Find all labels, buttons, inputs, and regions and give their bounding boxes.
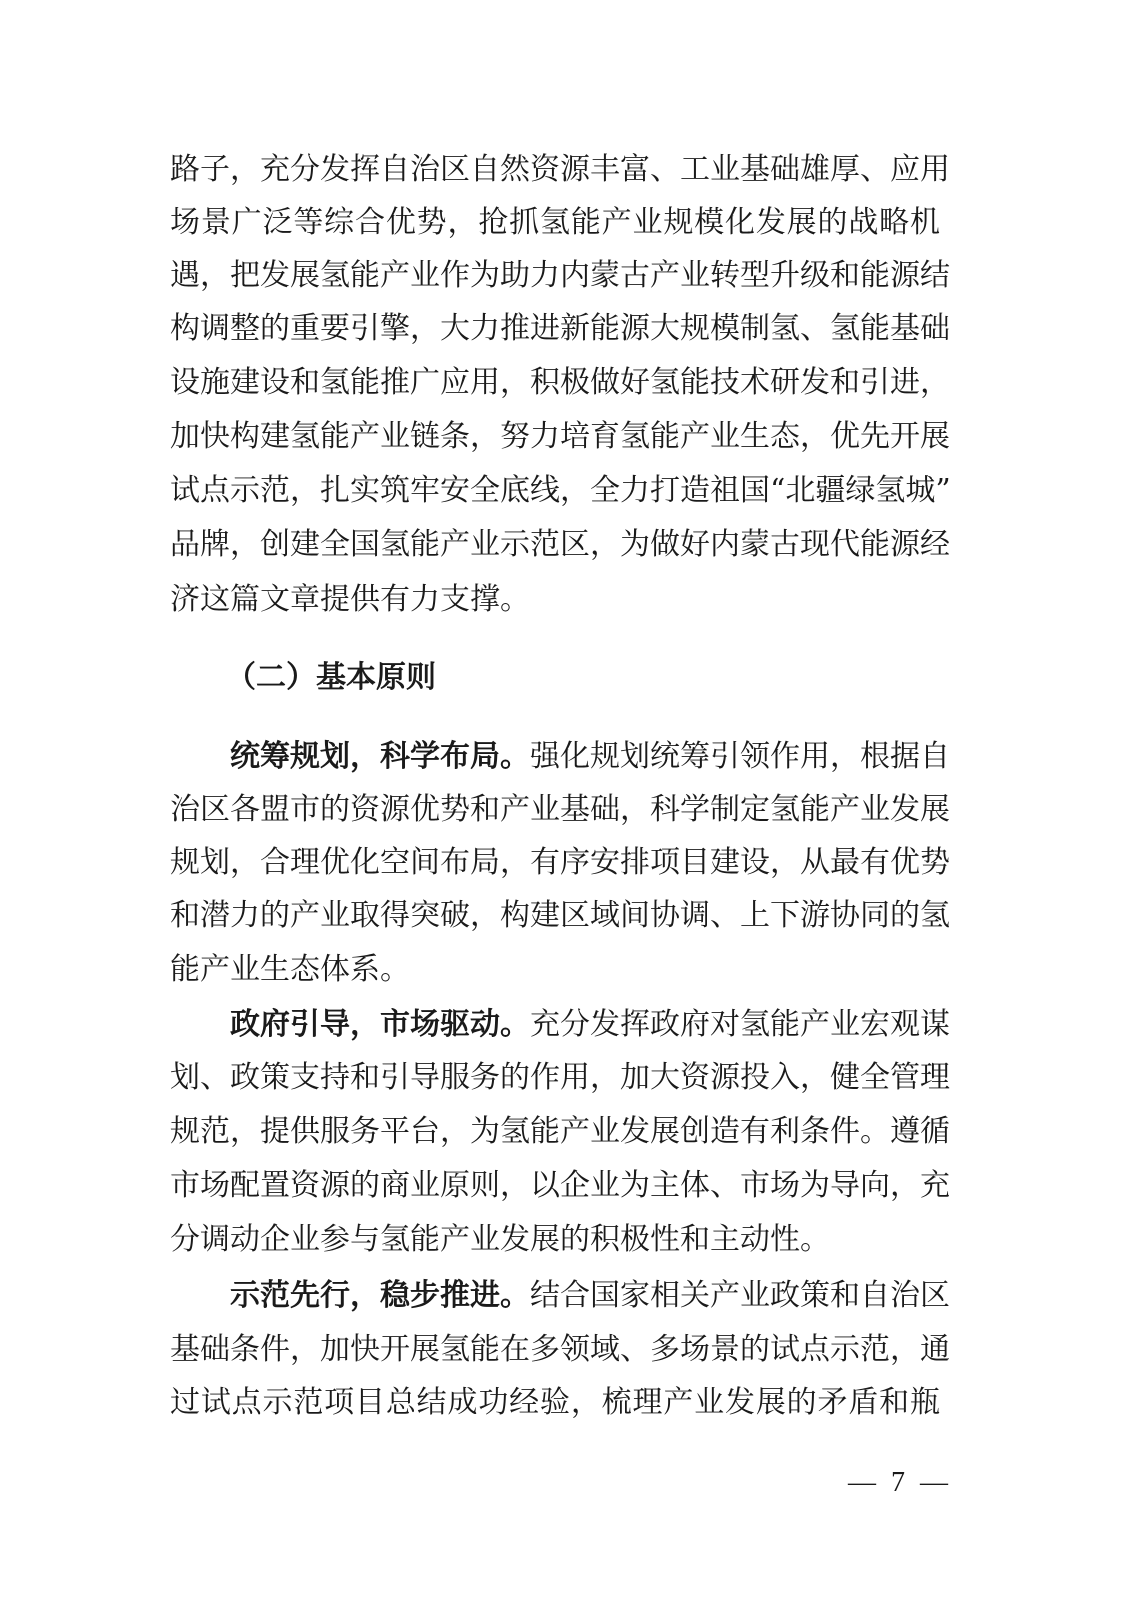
- body-text-line: 过试点示范项目总结成功经验，梳理产业发展的矛盾和瓶: [170, 1385, 940, 1420]
- body-text-line: 治区各盟市的资源优势和产业基础，科学制定氢能产业发展: [170, 792, 950, 827]
- principle-first-line: [230, 1276, 950, 1316]
- body-text-line: 分调动企业参与氢能产业发展的积极性和主动性。: [170, 1222, 830, 1257]
- principle-first-line: [230, 1005, 950, 1045]
- body-text-line: 基础条件，加快开展氢能在多领域、多场景的试点示范，通: [170, 1332, 950, 1367]
- body-text-line: 设施建设和氢能推广应用，积极做好氢能技术研发和引进，: [170, 365, 950, 400]
- body-text-line: 规划，合理优化空间布局，有序安排项目建设，从最有优势: [170, 845, 950, 880]
- section-heading: （二）基本原则: [226, 660, 436, 695]
- page-number: — 7 —: [848, 1467, 952, 1498]
- principle-title: 示范先行，稳步推进。: [230, 1278, 530, 1313]
- principle-text: 强化规划统筹引领作用，根据自: [530, 739, 950, 774]
- body-text-line: 划、政策支持和引导服务的作用，加大资源投入，健全管理: [170, 1060, 950, 1095]
- body-text-line: 遇，把发展氢能产业作为助力内蒙古产业转型升级和能源结: [170, 258, 950, 293]
- principle-first-line: [230, 737, 950, 777]
- body-text-line: 试点示范，扎实筑牢安全底线，全力打造祖国“北疆绿氢城”: [170, 473, 951, 508]
- body-text-line: 加快构建氢能产业链条，努力培育氢能产业生态，优先开展: [170, 419, 950, 454]
- body-text-line: 市场配置资源的商业原则，以企业为主体、市场为导向，充: [170, 1168, 950, 1203]
- body-text-line: 济这篇文章提供有力支撑。: [170, 582, 530, 617]
- body-text-line: 能产业生态体系。: [170, 952, 410, 987]
- principle-text: 结合国家相关产业政策和自治区: [530, 1278, 950, 1313]
- principle-text: 充分发挥政府对氢能产业宏观谋: [530, 1007, 950, 1042]
- body-text-line: 路子，充分发挥自治区自然资源丰富、工业基础雄厚、应用: [170, 152, 950, 187]
- body-text-line: 构调整的重要引擎，大力推进新能源大规模制氢、氢能基础: [170, 311, 950, 346]
- principle-title: 政府引导，市场驱动。: [230, 1007, 530, 1042]
- principle-title: 统筹规划，科学布局。: [230, 739, 530, 774]
- body-text-line: 规范，提供服务平台，为氢能产业发展创造有利条件。遵循: [170, 1114, 950, 1149]
- body-text-line: 品牌，创建全国氢能产业示范区，为做好内蒙古现代能源经: [170, 527, 950, 562]
- body-text-line: 场景广泛等综合优势，抢抓氢能产业规模化发展的战略机: [170, 205, 940, 240]
- body-text-line: 和潜力的产业取得突破，构建区域间协调、上下游协同的氢: [170, 898, 950, 933]
